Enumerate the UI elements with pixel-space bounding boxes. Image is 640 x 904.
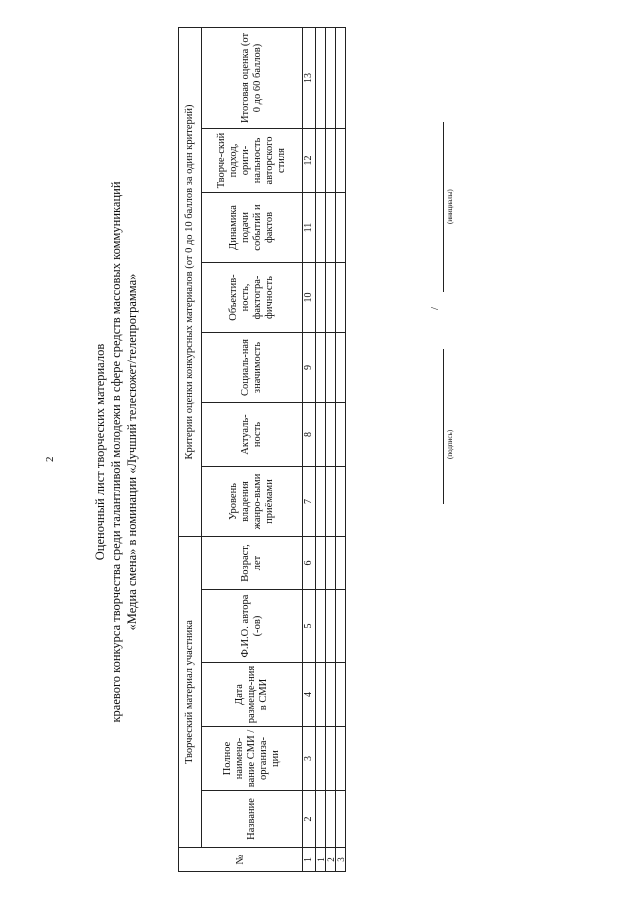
header-cell-dynamics: Динамика подачи событий и фактов <box>202 193 303 263</box>
table-cell[interactable] <box>326 333 336 403</box>
table-header-row <box>202 27 303 871</box>
table-cell[interactable] <box>326 537 336 590</box>
document-title <box>92 0 140 904</box>
header-cell-age: Возраст, лет <box>202 537 303 590</box>
header-group-material: Творческий материал участника <box>179 537 202 848</box>
row-number: 2 <box>326 848 336 872</box>
column-number: 6 <box>303 537 316 590</box>
header-cell-genre-skill: Уровень владения жанро-выми приёмами <box>202 467 303 537</box>
table-cell[interactable] <box>326 27 336 128</box>
signature-line[interactable] <box>443 349 444 504</box>
table-cell[interactable] <box>316 791 326 848</box>
table-cell[interactable] <box>326 727 336 791</box>
column-number: 8 <box>303 403 316 467</box>
initials-label: (инициалы) <box>446 189 454 224</box>
table-cell[interactable] <box>326 403 336 467</box>
table-cell[interactable] <box>316 129 326 193</box>
table-cell[interactable] <box>336 791 346 848</box>
column-number-row <box>303 27 316 871</box>
table-cell[interactable] <box>326 590 336 663</box>
column-number: 10 <box>303 263 316 333</box>
signature-slash: / <box>429 306 441 310</box>
column-number: 4 <box>303 663 316 727</box>
table-cell[interactable] <box>336 129 346 193</box>
table-header-group-row <box>179 27 202 871</box>
title-line-2: краевого конкурса творчества среди талантливой молодежи в сфере средств массовых коммуникаций <box>109 181 123 723</box>
title-line-3: «Медиа смена» в номинации «Лучший телесюжет/телепрограмма» <box>125 273 139 631</box>
table-cell[interactable] <box>316 727 326 791</box>
table-cell[interactable] <box>316 263 326 333</box>
table-cell[interactable] <box>316 193 326 263</box>
header-cell-number: № <box>179 848 303 872</box>
table-cell[interactable] <box>316 333 326 403</box>
header-cell-relevance: Актуаль-ность <box>202 403 303 467</box>
table-cell[interactable] <box>336 193 346 263</box>
table-cell[interactable] <box>336 727 346 791</box>
table-cell[interactable] <box>326 193 336 263</box>
header-cell-media-name: Полное наимено-вание СМИ / организа-ции <box>202 727 303 791</box>
table-cell[interactable] <box>316 590 326 663</box>
table-cell[interactable] <box>326 663 336 727</box>
header-cell-total: Итоговая оценка (от 0 до 60 баллов) <box>202 27 303 128</box>
table-row <box>336 27 346 871</box>
table-cell[interactable] <box>336 467 346 537</box>
table-cell[interactable] <box>316 403 326 467</box>
header-cell-author: Ф.И.О. автора (-ов) <box>202 590 303 663</box>
column-number: 1 <box>303 848 316 872</box>
column-number: 2 <box>303 791 316 848</box>
table-cell[interactable] <box>336 590 346 663</box>
column-number: 11 <box>303 193 316 263</box>
evaluation-table <box>178 27 346 872</box>
row-number: 1 <box>316 848 326 872</box>
table-row <box>316 27 326 871</box>
header-cell-date: Дата размеще-ния в СМИ <box>202 663 303 727</box>
title-line-1: Оценочный лист творческих материалов <box>93 343 107 561</box>
table-cell[interactable] <box>326 263 336 333</box>
signature-block <box>429 0 503 904</box>
header-cell-creativity: Творче-ский подход, ориги-нальность авторского стиля <box>202 129 303 193</box>
header-cell-objectivity: Объектив-ность, фактогра-фичность <box>202 263 303 333</box>
table-cell[interactable] <box>326 467 336 537</box>
table-cell[interactable] <box>316 467 326 537</box>
row-number: 3 <box>336 848 346 872</box>
table-row <box>326 27 336 871</box>
table-cell[interactable] <box>336 263 346 333</box>
table-cell[interactable] <box>336 403 346 467</box>
column-number: 7 <box>303 467 316 537</box>
table-cell[interactable] <box>336 537 346 590</box>
table-cell[interactable] <box>316 27 326 128</box>
header-group-criteria: Критерии оценки конкурсных материалов (от 0 до 10 баллов за один критерий) <box>179 27 202 536</box>
column-number: 13 <box>303 27 316 128</box>
table-cell[interactable] <box>336 27 346 128</box>
table-cell[interactable] <box>326 129 336 193</box>
signature-label: (подпись) <box>446 429 454 459</box>
table-cell[interactable] <box>316 537 326 590</box>
column-number: 3 <box>303 727 316 791</box>
header-cell-name: Название <box>202 791 303 848</box>
column-number: 9 <box>303 333 316 403</box>
table-cell[interactable] <box>336 333 346 403</box>
table-cell[interactable] <box>336 663 346 727</box>
page-number: 2 <box>44 456 56 462</box>
header-cell-social-significance: Социаль-ная значимость <box>202 333 303 403</box>
column-number: 5 <box>303 590 316 663</box>
column-number: 12 <box>303 129 316 193</box>
initials-line[interactable] <box>443 122 444 292</box>
table-cell[interactable] <box>316 663 326 727</box>
table-cell[interactable] <box>326 791 336 848</box>
